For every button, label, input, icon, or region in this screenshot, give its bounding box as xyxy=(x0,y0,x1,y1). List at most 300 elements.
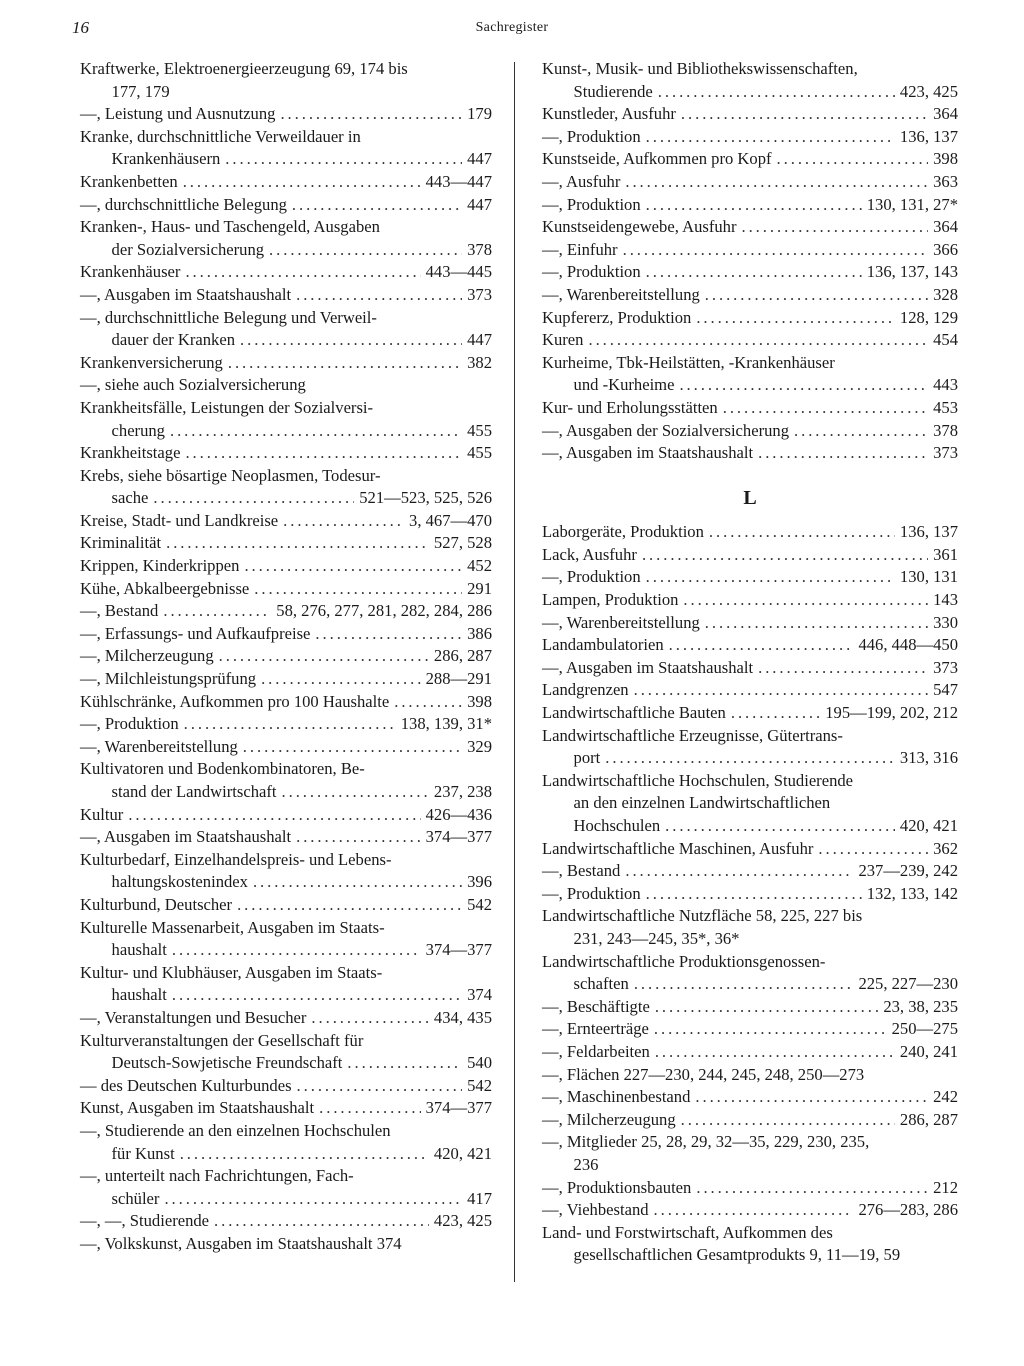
index-term: —, Milcherzeugung xyxy=(542,1109,676,1129)
page-reference: 286, 287 xyxy=(899,1109,958,1129)
index-entry xyxy=(542,566,958,589)
index-entry xyxy=(80,284,492,307)
index-term: 177, 179 xyxy=(111,81,170,101)
index-entry-line xyxy=(542,239,958,262)
page-reference: 398 xyxy=(933,149,958,169)
index-entry xyxy=(80,578,492,601)
page-reference: 455 xyxy=(467,443,492,463)
index-entry xyxy=(80,600,492,623)
index-term: Kunst-, Musik- und Bibliothekswissenschaften, xyxy=(542,59,858,78)
index-entry xyxy=(542,589,958,612)
index-term: Kriminalität xyxy=(80,533,162,553)
index-entry xyxy=(542,770,958,838)
index-entry-line xyxy=(80,261,492,284)
page-reference: 330 xyxy=(933,612,958,632)
index-term: —, unterteilt nach Fachrichtungen, Fach- xyxy=(80,1166,354,1186)
dot-leader xyxy=(311,1007,429,1030)
index-entry xyxy=(80,465,492,510)
index-entry xyxy=(542,397,958,420)
index-entry xyxy=(80,171,492,194)
dot-leader xyxy=(219,645,429,668)
dot-leader xyxy=(394,691,462,714)
index-entry-continuation xyxy=(80,239,492,262)
index-term: Kultur- und Klubhäuser, Ausgaben im Staats- xyxy=(80,962,383,982)
dot-leader xyxy=(243,736,462,759)
page-reference: 179 xyxy=(467,104,492,124)
page-reference: 420, 421 xyxy=(899,816,958,835)
index-term: — des Deutschen Kulturbundes xyxy=(80,1075,292,1095)
dot-leader xyxy=(315,623,462,646)
page-reference: 382 xyxy=(467,352,492,372)
index-entry xyxy=(80,623,492,646)
index-entry-line xyxy=(80,352,492,375)
index-entry-line xyxy=(80,623,492,646)
index-entry-continuation xyxy=(80,871,492,894)
index-entry xyxy=(542,442,958,465)
index-entry-continuation xyxy=(80,984,492,1007)
index-entry-continuation xyxy=(80,148,492,171)
index-entry-line xyxy=(80,555,492,578)
dot-leader xyxy=(642,544,928,567)
page-reference: 542 xyxy=(467,894,492,914)
dot-leader xyxy=(183,171,421,194)
dot-leader xyxy=(709,521,895,544)
dot-leader xyxy=(625,860,853,883)
dot-leader xyxy=(723,397,928,420)
index-term: dauer der Kranken xyxy=(111,330,235,350)
index-entry xyxy=(542,679,958,702)
index-term: Kulturveranstaltungen der Gesellschaft für xyxy=(80,1030,364,1050)
index-term: Landwirtschaftliche Maschinen, Ausfuhr xyxy=(542,838,814,858)
dot-leader xyxy=(269,239,462,262)
index-entry xyxy=(542,657,958,680)
index-term: Krebs, siehe bösartige Neoplasmen, Todesur- xyxy=(80,465,381,485)
index-entry xyxy=(80,555,492,578)
index-entry xyxy=(80,194,492,217)
index-block-l xyxy=(542,521,958,1267)
index-entry xyxy=(542,58,958,103)
index-entry xyxy=(542,194,958,217)
index-block-k xyxy=(542,58,958,465)
index-term: Landambulatorien xyxy=(542,635,664,655)
index-term: Kunstseide, Aufkommen pro Kopf xyxy=(542,149,772,169)
index-term: —, Studierende an den einzelnen Hochschulen xyxy=(80,1120,391,1140)
index-entry-continuation xyxy=(80,781,492,804)
index-entry-line xyxy=(542,420,958,443)
page-reference: 132, 133, 142 xyxy=(866,883,958,903)
index-entry-line xyxy=(80,962,492,985)
index-entry-line xyxy=(542,397,958,420)
page-reference: 374—377 xyxy=(425,827,492,847)
index-term: —, Veranstaltungen und Besucher xyxy=(80,1007,307,1027)
index-term: sache xyxy=(111,488,149,508)
page-reference: 423, 425 xyxy=(899,81,958,101)
index-term: Kunst, Ausgaben im Staatshaushalt xyxy=(80,1098,315,1118)
index-entry-line xyxy=(80,849,492,872)
page-reference: 378 xyxy=(933,420,958,440)
index-term: Kreise, Stadt- und Landkreise xyxy=(80,510,279,530)
page-reference: 136, 137 xyxy=(899,126,958,146)
page-reference: 143 xyxy=(933,590,958,610)
dot-leader xyxy=(696,307,895,330)
index-entry-line xyxy=(542,171,958,194)
page-reference: 364 xyxy=(933,104,958,124)
page-reference: 386 xyxy=(467,623,492,643)
index-entry xyxy=(542,612,958,635)
page-reference: 455 xyxy=(467,420,492,440)
page-reference: 212 xyxy=(933,1177,958,1197)
dot-leader xyxy=(214,1210,429,1233)
page-reference: 453 xyxy=(933,397,958,417)
index-term: cherung xyxy=(111,420,165,440)
index-term: schüler xyxy=(111,1188,160,1208)
index-entry-line xyxy=(80,532,492,555)
index-entry-continuation xyxy=(80,1052,492,1075)
index-entry xyxy=(542,1109,958,1132)
index-entry-line xyxy=(80,713,492,736)
index-term: Kulturbund, Deutscher xyxy=(80,894,233,914)
index-term: —, Ausgaben im Staatshaushalt xyxy=(542,443,754,463)
index-entry-line xyxy=(80,171,492,194)
dot-leader xyxy=(283,510,404,533)
index-term: —, Warenbereitstellung xyxy=(542,612,700,632)
index-entry xyxy=(542,905,958,950)
index-term: Kultur xyxy=(80,804,124,824)
index-entry-line xyxy=(542,126,958,149)
index-term: Kühlschränke, Aufkommen pro 100 Haushalte xyxy=(80,691,390,711)
index-entry-line xyxy=(542,58,958,81)
index-entry-line xyxy=(542,284,958,307)
page-reference: 276—283, 286 xyxy=(858,1200,958,1220)
index-entry xyxy=(542,1199,958,1222)
page-reference: 446, 448—450 xyxy=(858,635,958,655)
index-term: Laborgeräte, Produktion xyxy=(542,522,704,542)
index-entry-continuation xyxy=(80,420,492,443)
index-entry xyxy=(80,103,492,126)
dot-leader xyxy=(319,1097,420,1120)
dot-leader xyxy=(681,1109,895,1132)
index-entry-line xyxy=(80,691,492,714)
page-reference: 443—447 xyxy=(425,171,492,191)
dot-leader xyxy=(646,883,862,906)
index-entry xyxy=(542,307,958,330)
index-entry-line xyxy=(80,1165,492,1188)
page-reference: 374—377 xyxy=(425,1098,492,1118)
page-reference: 373 xyxy=(933,657,958,677)
page-reference: 361 xyxy=(933,544,958,564)
index-entry-continuation xyxy=(542,81,958,104)
index-entry xyxy=(80,645,492,668)
page-reference: 366 xyxy=(933,239,958,259)
index-term: Kultivatoren und Bodenkombinatoren, Be- xyxy=(80,759,365,779)
page-reference: 454 xyxy=(933,330,958,350)
dot-leader xyxy=(741,216,928,239)
index-entry-line xyxy=(80,758,492,781)
index-term: —, Beschäftigte xyxy=(542,996,650,1016)
index-entry-line xyxy=(542,883,958,906)
index-term: —, Ausfuhr xyxy=(542,171,621,191)
index-entry-line xyxy=(542,216,958,239)
index-entry-continuation xyxy=(542,747,958,770)
index-term: —, Viehbestand xyxy=(542,1200,649,1220)
index-term: —, Flächen 227—230, 244, 245, 248, 250—273 xyxy=(542,1064,865,1084)
index-entry xyxy=(542,951,958,996)
index-term: Lack, Ausfuhr xyxy=(542,544,637,564)
index-entry-continuation xyxy=(542,374,958,397)
index-entry-line xyxy=(542,352,958,375)
index-term: Kunstseidengewebe, Ausfuhr xyxy=(542,217,737,237)
index-entry xyxy=(542,883,958,906)
dot-leader xyxy=(696,1177,928,1200)
index-entry xyxy=(80,532,492,555)
index-entry-line xyxy=(80,668,492,691)
index-entry xyxy=(542,725,958,770)
dot-leader xyxy=(237,894,462,917)
index-entry-continuation xyxy=(80,1188,492,1211)
index-entry xyxy=(80,397,492,442)
index-term: —, Bestand xyxy=(80,601,159,621)
index-entry-line xyxy=(542,1199,958,1222)
index-term: haltungskostenindex xyxy=(111,872,248,892)
index-term: —, Ausgaben im Staatshaushalt xyxy=(542,657,754,677)
index-entry xyxy=(80,442,492,465)
index-term: Kur- und Erholungsstätten xyxy=(542,397,718,417)
index-entry xyxy=(542,1177,958,1200)
dot-leader xyxy=(655,1041,895,1064)
index-term: haushalt xyxy=(111,985,167,1005)
dot-leader xyxy=(683,589,928,612)
dot-leader xyxy=(681,103,928,126)
index-term: —, Warenbereitstellung xyxy=(80,736,238,756)
index-entry-line xyxy=(80,826,492,849)
dot-leader xyxy=(240,329,462,352)
index-term: Kurheime, Tbk-Heilstätten, -Krankenhäuser xyxy=(542,352,835,372)
index-term: Landwirtschaftliche Nutzfläche 58, 225, 227 bis xyxy=(542,906,863,926)
index-entry-line xyxy=(542,1109,958,1132)
page-reference: 286, 287 xyxy=(433,646,492,666)
page-reference: 237—239, 242 xyxy=(858,861,958,881)
index-term: —, Ernteerträge xyxy=(542,1019,649,1039)
index-entry-line xyxy=(542,634,958,657)
index-entry-line xyxy=(542,103,958,126)
index-term: —, durchschnittliche Belegung und Verweil- xyxy=(80,307,377,327)
dot-leader xyxy=(646,261,862,284)
index-entry xyxy=(80,352,492,375)
page-reference: 58, 276, 277, 281, 282, 284, 286 xyxy=(276,601,492,621)
index-term: —, Maschinenbestand xyxy=(542,1087,691,1107)
index-entry-line xyxy=(542,770,958,793)
index-entry-line xyxy=(80,103,492,126)
dot-leader xyxy=(184,713,396,736)
index-term: —, Mitglieder 25, 28, 29, 32—35, 229, 230, 235, xyxy=(542,1132,870,1152)
index-entry-line xyxy=(542,307,958,330)
index-entry xyxy=(542,352,958,397)
index-term: Land- und Forstwirtschaft, Aufkommen des xyxy=(542,1222,833,1242)
page-reference: 130, 131 xyxy=(899,567,958,587)
index-term: —, siehe auch Sozialversicherung xyxy=(80,375,306,395)
page-reference: 3, 467—470 xyxy=(409,510,492,530)
page-reference: 398 xyxy=(467,691,492,711)
index-entry-line xyxy=(542,261,958,284)
index-term: Landwirtschaftliche Produktionsgenossen- xyxy=(542,951,826,971)
index-entry xyxy=(80,1007,492,1030)
page-reference: 374 xyxy=(467,985,492,1005)
index-entry-line xyxy=(80,1210,492,1233)
dot-leader xyxy=(646,566,895,589)
page-reference: 443—445 xyxy=(425,262,492,282)
index-entry xyxy=(80,1075,492,1098)
index-entry xyxy=(542,239,958,262)
page-reference: 130, 131, 27* xyxy=(866,194,958,214)
section-letter-heading: L xyxy=(743,486,757,509)
index-entry-continuation xyxy=(80,487,492,510)
index-entry xyxy=(80,894,492,917)
dot-leader xyxy=(296,284,462,307)
index-entry-line xyxy=(542,679,958,702)
page-reference: 23, 38, 235 xyxy=(883,996,958,1016)
page-reference: 447 xyxy=(467,330,492,350)
index-term: Kranke, durchschnittliche Verweildauer in xyxy=(80,126,361,146)
index-entry-continuation xyxy=(542,1244,958,1267)
index-term: —, durchschnittliche Belegung xyxy=(80,194,287,214)
index-entry-line xyxy=(80,374,492,397)
dot-leader xyxy=(655,996,879,1019)
dot-leader xyxy=(282,781,429,804)
dot-leader xyxy=(244,555,462,578)
index-entry-continuation xyxy=(80,939,492,962)
index-term: Landwirtschaftliche Hochschulen, Studierende xyxy=(542,770,854,790)
index-entry xyxy=(80,307,492,352)
page-reference: 373 xyxy=(467,284,492,304)
index-entry xyxy=(542,1086,958,1109)
index-term: Krankheitsfälle, Leistungen der Sozialversi- xyxy=(80,397,374,417)
index-entry-line xyxy=(80,510,492,533)
page-reference: 452 xyxy=(467,556,492,576)
index-entry xyxy=(542,261,958,284)
index-term: Kraftwerke, Elektroenergieerzeugung 69, 174 bis xyxy=(80,59,408,78)
dot-leader xyxy=(166,532,429,555)
index-entry xyxy=(80,1030,492,1075)
dot-leader xyxy=(695,1086,928,1109)
page-reference: 373 xyxy=(933,443,958,463)
page-reference: 363 xyxy=(933,171,958,191)
index-entry-line xyxy=(542,1064,958,1087)
index-entry-continuation xyxy=(80,81,492,104)
index-entry-line xyxy=(542,521,958,544)
dot-leader xyxy=(588,329,928,352)
page-reference: 417 xyxy=(467,1188,492,1208)
index-term: Hochschulen xyxy=(573,816,661,835)
page-reference: 364 xyxy=(933,217,958,237)
dot-leader xyxy=(669,634,854,657)
dot-leader xyxy=(297,1075,463,1098)
index-entry xyxy=(542,544,958,567)
index-term: —, Ausgaben der Sozialversicherung xyxy=(542,420,789,440)
index-entry xyxy=(80,804,492,827)
running-head: Sachregister xyxy=(475,20,549,35)
index-term: Kulturbedarf, Einzelhandelspreis- und Lebens- xyxy=(80,849,392,869)
index-entry-line xyxy=(542,1177,958,1200)
index-entry-line xyxy=(80,442,492,465)
index-entry-line xyxy=(542,544,958,567)
index-entry-continuation xyxy=(542,792,958,815)
dot-leader xyxy=(253,871,462,894)
index-term: Studierende xyxy=(573,81,653,101)
index-term: Krankenbetten xyxy=(80,171,178,191)
index-term: —, Milcherzeugung xyxy=(80,646,214,666)
index-entry-line xyxy=(80,397,492,420)
index-entry xyxy=(542,521,958,544)
index-entry xyxy=(542,634,958,657)
page-reference: 195—199, 202, 212 xyxy=(825,703,958,723)
index-term: —, Warenbereitstellung xyxy=(542,284,700,304)
dot-leader xyxy=(128,804,420,827)
dot-leader xyxy=(658,81,895,104)
page-reference: 136, 137, 143 xyxy=(866,262,958,282)
page-reference: 443 xyxy=(933,375,958,395)
index-term: gesellschaftlichen Gesamtprodukts 9, 11—19, 59 xyxy=(573,1245,901,1265)
page-number: 16 xyxy=(72,18,89,37)
index-entry xyxy=(542,329,958,352)
page-reference: 426—436 xyxy=(425,804,492,824)
dot-leader xyxy=(280,103,462,126)
index-entry-line xyxy=(542,996,958,1019)
dot-leader xyxy=(225,148,462,171)
index-entry xyxy=(542,702,958,725)
dot-leader xyxy=(623,239,929,262)
index-term: —, Bestand xyxy=(542,861,621,881)
page-reference: 328 xyxy=(933,284,958,304)
dot-leader xyxy=(634,679,929,702)
dot-leader xyxy=(705,284,928,307)
index-entry-continuation xyxy=(80,329,492,352)
index-entry-line xyxy=(542,1018,958,1041)
page-reference: 527, 528 xyxy=(433,533,492,553)
index-entry-line xyxy=(80,645,492,668)
index-entry-line xyxy=(542,1131,958,1154)
dot-leader xyxy=(228,352,462,375)
index-entry xyxy=(80,1210,492,1233)
index-term: —, Produktion xyxy=(80,714,179,734)
page-reference: 288—291 xyxy=(425,669,492,689)
index-entry-line xyxy=(542,442,958,465)
index-entry-continuation xyxy=(542,1154,958,1177)
page-reference: 240, 241 xyxy=(899,1041,958,1061)
index-entry xyxy=(542,1131,958,1176)
index-entry-line xyxy=(542,194,958,217)
index-entry xyxy=(80,216,492,261)
index-term: —, Milchleistungsprüfung xyxy=(80,669,257,689)
page-reference: 313, 316 xyxy=(899,748,958,768)
index-entry xyxy=(542,284,958,307)
page-reference: 447 xyxy=(467,149,492,169)
index-entry xyxy=(542,1222,958,1267)
page-reference: 242 xyxy=(933,1087,958,1107)
index-entry xyxy=(542,216,958,239)
dot-leader xyxy=(347,1052,462,1075)
index-entry-line xyxy=(80,307,492,330)
index-term: der Sozialversicherung xyxy=(111,239,265,259)
index-entry-line xyxy=(542,838,958,861)
index-term: Krankenhäuser xyxy=(80,262,181,282)
dot-leader xyxy=(705,612,928,635)
index-entry-continuation xyxy=(542,928,958,951)
index-entry-line xyxy=(542,860,958,883)
index-entry-line xyxy=(542,566,958,589)
index-entry-line xyxy=(80,58,492,81)
index-entry xyxy=(542,860,958,883)
index-entry-line xyxy=(80,600,492,623)
